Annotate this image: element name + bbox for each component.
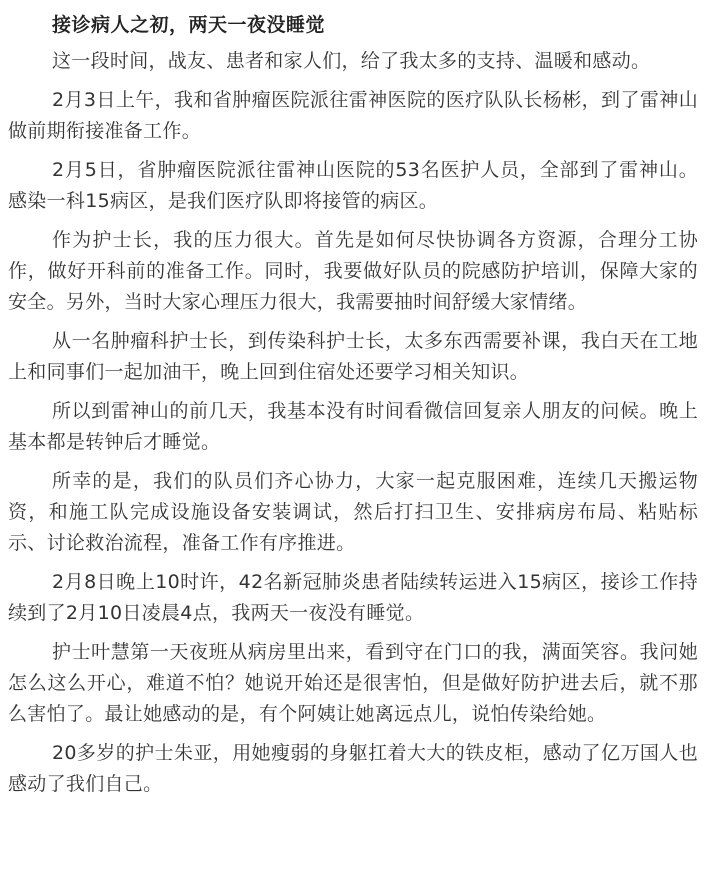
paragraph-10: 20多岁的护士朱亚，用她瘦弱的身躯扛着大大的铁皮柜，感动了亿万国人也感动了我们自己。 bbox=[8, 742, 698, 795]
paragraph-8: 2月8日晚上10时许，42名新冠肺炎患者陆续转运进入15病区，接诊工作持续到了2月10日凌晨4点，我两天一夜没有睡觉。 bbox=[8, 571, 698, 624]
paragraph-2: 2月3日上午，我和省肿瘤医院派往雷神医院的医疗队队长杨彬，到了雷神山做前期衔接准备工作。 bbox=[8, 89, 698, 142]
paragraph-4: 作为护士长，我的压力很大。首先是如何尽快协调各方资源，合理分工协作，做好开科前的准备工作。同时，我要做好队员的院感防护培训，保障大家的安全。另外，当时大家心理压力很大，我需要抽时间舒缓大家情绪。 bbox=[8, 229, 698, 313]
paragraph-3: 2月5日，省肿瘤医院派往雷神山医院的53名医护人员，全部到了雷神山。感染一科15病区，是我们医疗队即将接管的病区。 bbox=[8, 159, 698, 212]
paragraph-6: 所以到雷神山的前几天，我基本没有时间看微信回复亲人朋友的问候。晚上基本都是转钟后才睡觉。 bbox=[8, 400, 698, 453]
paragraph-1: 这一段时间，战友、患者和家人们，给了我太多的支持、温暖和感动。 bbox=[52, 50, 651, 72]
paragraph-7: 所幸的是，我们的队员们齐心协力，大家一起克服困难，连续几天搬运物资，和施工队完成设施设备安装调试，然后打扫卫生、安排病房布局、粘贴标示、讨论救治流程，准备工作有序推进。 bbox=[8, 470, 698, 554]
paragraph-5: 从一名肿瘤科护士长，到传染科护士长，太多东西需要补课，我白天在工地上和同事们一起加油干，晚上回到住宿处还要学习相关知识。 bbox=[8, 330, 698, 383]
section-heading: 接诊病人之初，两天一夜没睡觉 bbox=[52, 14, 326, 36]
paragraph-9: 护士叶慧第一天夜班从病房里出来，看到守在门口的我，满面笑容。我问她怎么这么开心，难道不怕？她说开始还是很害怕，但是做好防护进去后，就不那么害怕了。最让她感动的是，有个阿姨让她离远点儿，说怕传染给她。 bbox=[8, 641, 698, 725]
